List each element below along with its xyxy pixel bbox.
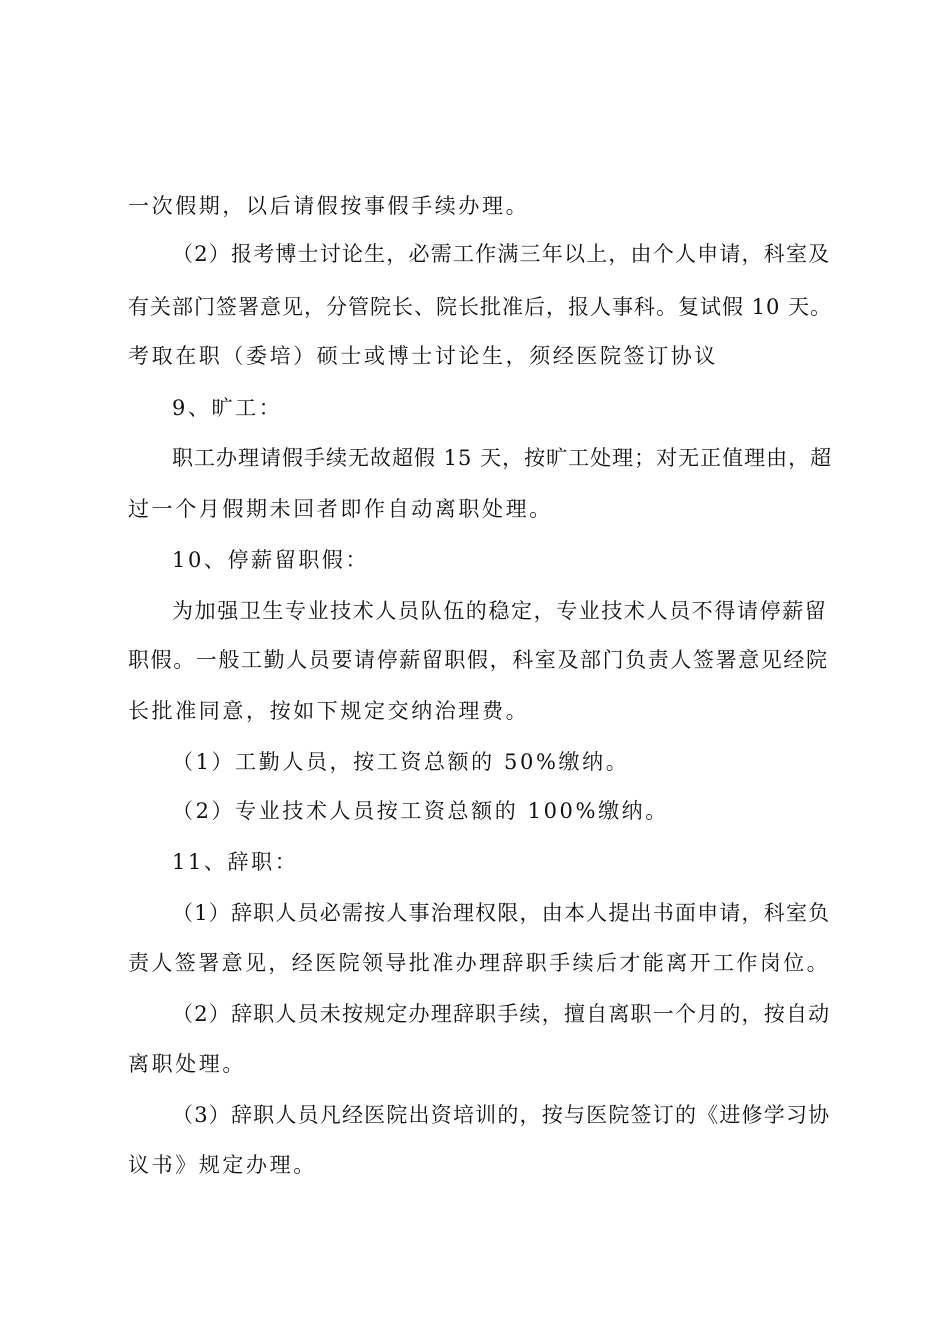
text-line-9: 为加强卫生专业技术人员队伍的稳定，专业技术人员不得请停薪留 [172,599,828,623]
text-line-1: 一次假期，以后请假按事假手续办理。 [128,194,530,218]
text-line-18: 离职处理。 [128,1052,246,1076]
section-heading-10: 10、停薪留职假： [172,548,370,572]
text-line-17: （2）辞职人员未按规定办理辞职手续，擅自离职一个月的，按自动 [172,1002,831,1026]
text-line-15: （1）辞职人员必需按人事治理权限，由本人提出书面申请，科室负 [172,901,831,925]
text-line-16: 责人签署意见，经医院领导批准办理辞职手续后才能离开工作岗位。 [128,951,830,975]
text-line-10: 职假。一般工勤人员要请停薪留职假，科室及部门负责人签署意见经院 [128,648,829,672]
text-line-12: （1）工勤人员，按工资总额的 50%缴纳。 [172,750,630,774]
section-heading-11: 11、辞职： [172,850,299,874]
text-line-6: 职工办理请假手续无故超假 15 天，按旷工处理；对无正值理由，超 [172,446,833,470]
text-line-20: 议书》规定办理。 [128,1153,317,1177]
text-line-4: 考取在职（委培）硕士或博士讨论生，须经医院签订协议 [128,344,718,368]
text-line-19: （3）辞职人员凡经医院出资培训的，按与医院签订的《进修学习协 [172,1103,831,1127]
text-line-3: 有关部门签署意见，分管院长、院长批准后，报人事科。复试假 10 天。 [128,295,833,319]
text-line-13: （2）专业技术人员按工资总额的 100%缴纳。 [172,799,669,823]
text-line-11: 长批准同意，按如下规定交纳治理费。 [128,699,530,723]
text-line-2: （2）报考博士讨论生，必需工作满三年以上，由个人申请，科室及 [172,242,831,266]
text-line-7: 过一个月假期未回者即作自动离职处理。 [128,497,553,521]
section-heading-9: 9、旷工： [172,396,283,420]
